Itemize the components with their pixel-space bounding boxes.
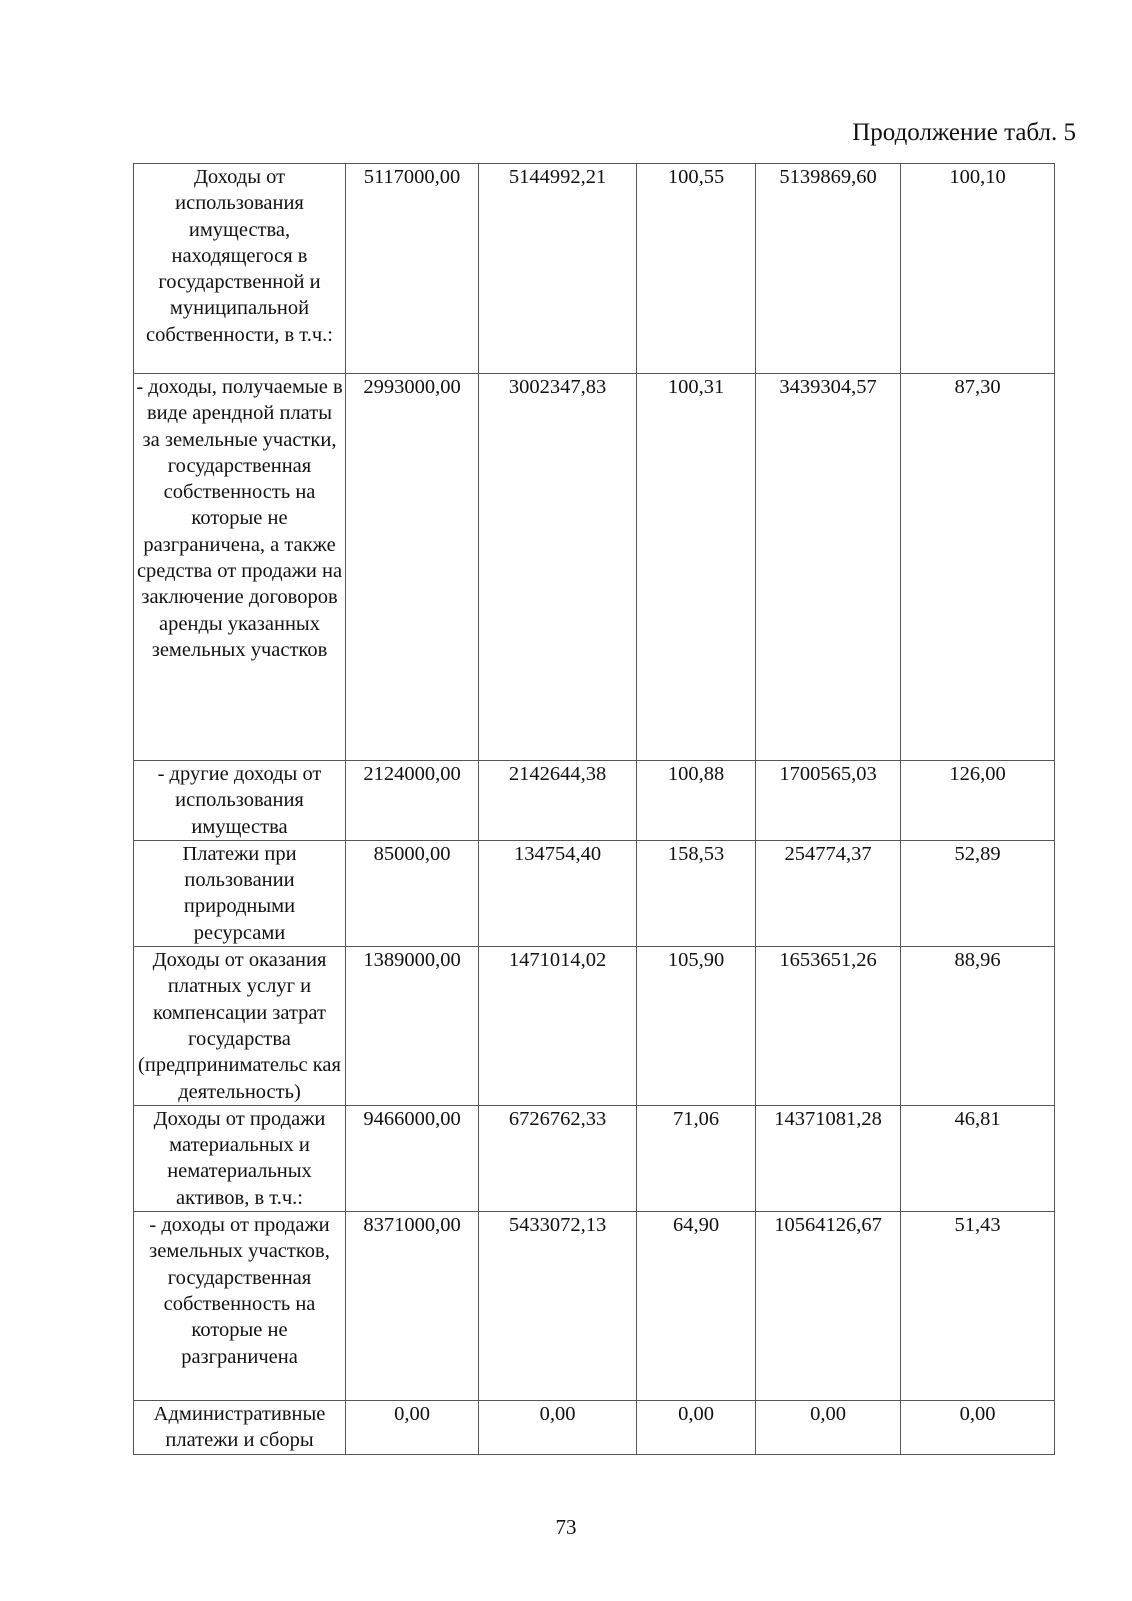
table-row	[134, 947, 1055, 1106]
table-cell: 5433072,13	[479, 1212, 637, 1401]
row-label: - другие доходы от использования имущества	[134, 761, 346, 841]
table-cell: 1700565,03	[756, 761, 901, 841]
table-cell: 8371000,00	[346, 1212, 479, 1401]
table-cell: 64,90	[637, 1212, 756, 1401]
table-cell: 6726762,33	[479, 1105, 637, 1211]
table-continuation-caption: Продолжение табл. 5	[852, 119, 1076, 146]
table-cell: 5117000,00	[346, 164, 479, 374]
table-cell: 254774,37	[756, 840, 901, 946]
table-cell: 88,96	[901, 947, 1055, 1106]
table-cell: 71,06	[637, 1105, 756, 1211]
row-label: Платежи при пользовании природными ресурсами	[134, 840, 346, 946]
table-cell: 3002347,83	[479, 374, 637, 761]
row-label: Доходы от использования имущества, находящегося в государственной и муниципальной собственности, в т.ч.:	[134, 164, 346, 374]
table-cell: 1389000,00	[346, 947, 479, 1106]
table-cell: 5139869,60	[756, 164, 901, 374]
table-cell: 9466000,00	[346, 1105, 479, 1211]
table-row	[134, 840, 1055, 946]
table-cell: 126,00	[901, 761, 1055, 841]
table-cell: 0,00	[346, 1401, 479, 1455]
table-cell: 134754,40	[479, 840, 637, 946]
table-row	[134, 374, 1055, 761]
table-row	[134, 1401, 1055, 1455]
revenue-table	[133, 163, 1055, 1455]
table-cell: 0,00	[637, 1401, 756, 1455]
table-cell: 100,31	[637, 374, 756, 761]
table-cell: 2993000,00	[346, 374, 479, 761]
table-cell: 2142644,38	[479, 761, 637, 841]
page-number: 73	[555, 1515, 577, 1539]
table-cell: 14371081,28	[756, 1105, 901, 1211]
table-cell: 46,81	[901, 1105, 1055, 1211]
table-cell: 0,00	[901, 1401, 1055, 1455]
table-cell: 85000,00	[346, 840, 479, 946]
table-cell: 100,88	[637, 761, 756, 841]
table-cell: 100,10	[901, 164, 1055, 374]
table-cell: 105,90	[637, 947, 756, 1106]
table-cell: 158,53	[637, 840, 756, 946]
row-label: Доходы от продажи материальных и нематериальных активов, в т.ч.:	[134, 1105, 346, 1211]
table-cell: 100,55	[637, 164, 756, 374]
table-cell: 10564126,67	[756, 1212, 901, 1401]
table-cell: 51,43	[901, 1212, 1055, 1401]
table-cell: 5144992,21	[479, 164, 637, 374]
table-cell: 2124000,00	[346, 761, 479, 841]
table-cell: 87,30	[901, 374, 1055, 761]
table-cell: 1653651,26	[756, 947, 901, 1106]
table-row	[134, 761, 1055, 841]
row-label: - доходы, получаемые в виде арендной платы за земельные участки, государственная собственность на которые не разграничена, а также средства от продажи на заключение договоров аренды указанных земельных участков	[134, 374, 346, 761]
row-label: - доходы от продажи земельных участков, государственная собственность на которые не разграничена	[134, 1212, 346, 1401]
table-cell: 1471014,02	[479, 947, 637, 1106]
table-cell: 3439304,57	[756, 374, 901, 761]
row-label: Доходы от оказания платных услуг и компенсации затрат государства (предпринимательс кая деятельность)	[134, 947, 346, 1106]
table-cell: 0,00	[756, 1401, 901, 1455]
table-cell: 0,00	[479, 1401, 637, 1455]
table-row	[134, 1212, 1055, 1401]
table-cell: 52,89	[901, 840, 1055, 946]
table-row	[134, 1105, 1055, 1211]
table-row	[134, 164, 1055, 374]
row-label: Административные платежи и сборы	[134, 1401, 346, 1455]
